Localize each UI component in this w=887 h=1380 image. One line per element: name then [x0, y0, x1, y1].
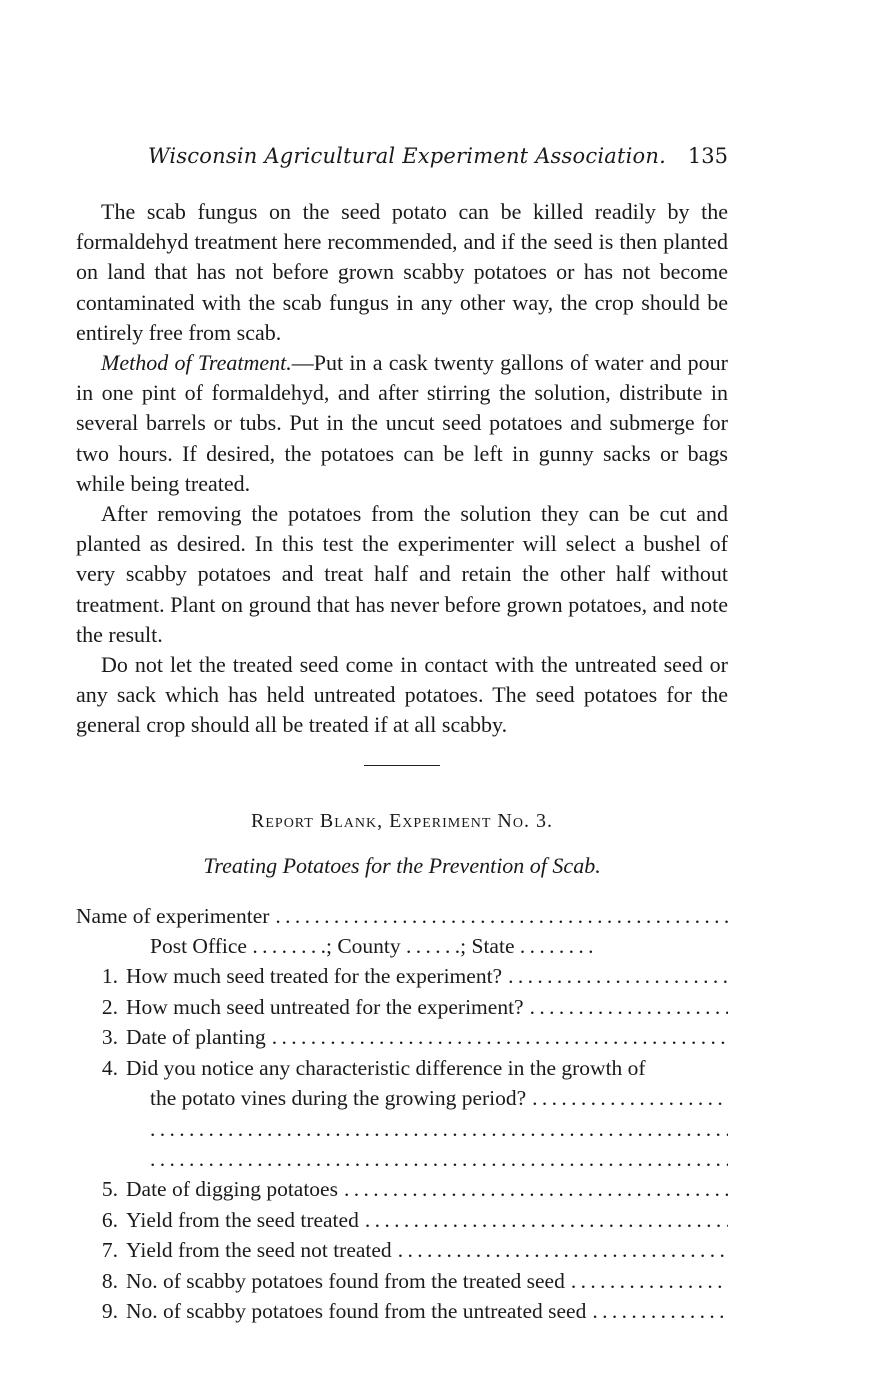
running-head: [76, 140, 728, 180]
question-line: [76, 961, 728, 991]
question-number: 9.: [101, 1298, 118, 1323]
body-text: [76, 197, 728, 741]
county-blank[interactable]: . . . . . .: [406, 934, 461, 959]
question-number: 7.: [101, 1238, 118, 1263]
report-title: Report Blank, Experiment No. 3.: [251, 809, 553, 832]
paragraph-lead: Method of Treatment.: [101, 350, 292, 376]
paragraph: [76, 650, 728, 741]
question-number: 2.: [101, 994, 118, 1019]
answer-blank[interactable]: [571, 1266, 728, 1296]
question-text: No. of scabby potatoes found from the treated seed: [126, 1268, 565, 1293]
paragraph: [76, 348, 728, 499]
question-text: Did you notice any characteristic difference in the growth of: [126, 1055, 646, 1080]
question-text: Date of digging potatoes: [126, 1177, 338, 1202]
page: [76, 140, 728, 1326]
answer-blank[interactable]: [344, 1174, 728, 1204]
question-text: Yield from the seed not treated: [126, 1238, 392, 1263]
post-office-label: Post Office: [150, 934, 247, 959]
answer-blank[interactable]: [272, 1022, 728, 1052]
question-line: [76, 1174, 728, 1204]
question-text: Yield from the seed treated: [126, 1207, 359, 1232]
name-blank[interactable]: [275, 901, 728, 931]
county-label: County: [337, 934, 401, 959]
page-number: 135: [687, 144, 728, 168]
answer-blank[interactable]: [530, 992, 728, 1022]
question-line: [76, 992, 728, 1022]
address-field-line: Post Office . . . . . . . .; County . . . . . .; State . . . . . . . .: [150, 934, 594, 959]
report-form: [76, 901, 728, 1327]
question-line: [76, 1266, 728, 1296]
question-number: 4.: [101, 1055, 118, 1080]
state-blank[interactable]: . . . . . . . .: [519, 934, 594, 959]
paragraph: [76, 197, 728, 348]
question-continuation-line: [76, 1083, 728, 1113]
question-number: 3.: [101, 1025, 118, 1050]
answer-blank[interactable]: [150, 1114, 728, 1144]
question-number: 1.: [101, 964, 118, 989]
paragraph: [76, 499, 728, 650]
question-text: No. of scabby potatoes found from the untreated seed: [126, 1298, 587, 1323]
question-line: [76, 1022, 728, 1052]
section-divider: [364, 765, 440, 766]
answer-blank[interactable]: [150, 1144, 728, 1174]
question-number: 6.: [101, 1207, 118, 1232]
question-line: [76, 1296, 728, 1326]
name-label: Name of experimenter: [76, 903, 270, 928]
paragraph-text: —Put in a cask twenty gallons of water and pour in one pint of formaldehyd, and after stirring the solution, distribute in several barrels or tubs. Put in the uncut seed potatoes and submerge for two hours. If desired, the potatoes can be left in gunny sacks or bags while being treated.: [76, 350, 728, 496]
answer-line: [76, 1144, 728, 1174]
paragraph-text: Do not let the treated seed come in contact with the untreated seed or any sack which has held untreated potatoes. The seed potatoes for the general crop should all be treated if at all scabby.: [76, 652, 728, 738]
question-text: How much seed treated for the experiment?: [126, 964, 503, 989]
question-number: 8.: [101, 1268, 118, 1293]
question-number: 5.: [101, 1177, 118, 1202]
question-line: [76, 1205, 728, 1235]
question-line: [76, 1235, 728, 1265]
question-text: How much seed untreated for the experiment?: [126, 994, 524, 1019]
answer-line: [76, 1114, 728, 1144]
state-label: State: [471, 934, 515, 959]
name-field-line: [76, 901, 728, 931]
answer-blank[interactable]: [398, 1235, 728, 1265]
answer-blank[interactable]: [508, 961, 728, 991]
answer-blank[interactable]: [365, 1205, 728, 1235]
question-text: Date of planting: [126, 1025, 266, 1050]
answer-blank[interactable]: [592, 1296, 728, 1326]
paragraph-text: After removing the potatoes from the solution they can be cut and planted as desired. In this test the experimenter will select a bushel of very scabby potatoes and treat half and retain the other half without treatment. Plant on ground that has never before grown potatoes, and note the result.: [76, 501, 728, 647]
paragraph-text: The scab fungus on the seed potato can be killed readily by the formaldehyd treatment here recommended, and if the seed is then planted on land that has not before grown scabby potatoes or has not become contaminated with the scab fungus in any other way, the crop should be entirely free from scab.: [76, 199, 728, 345]
running-head-title: Wisconsin Agricultural Experiment Association.: [148, 144, 666, 168]
post-office-blank[interactable]: . . . . . . . .: [252, 934, 326, 959]
question-line: [76, 1053, 728, 1083]
question-continuation: the potato vines during the growing period?: [150, 1086, 527, 1111]
report-subtitle: Treating Potatoes for the Prevention of Scab.: [203, 852, 601, 878]
answer-blank[interactable]: [532, 1083, 728, 1113]
